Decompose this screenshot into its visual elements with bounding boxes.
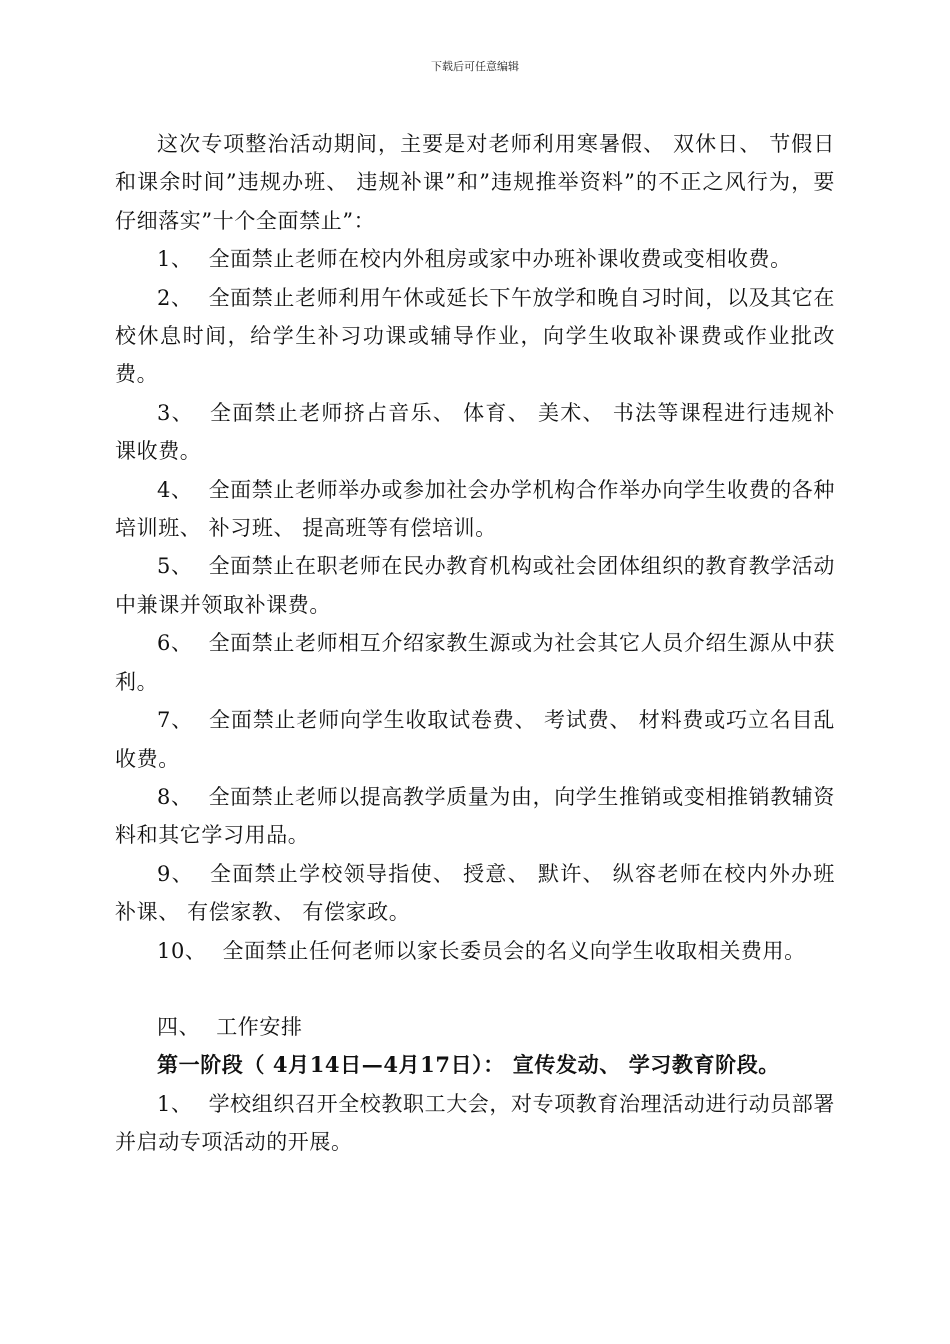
item-text: 全面禁止老师相互介绍家教生源或为社会其它人员介绍生源从中获利。 (115, 631, 836, 694)
item-number: 4、 (157, 477, 193, 502)
item-text: 全面禁止任何老师以家长委员会的名义向学生收取相关费用。 (222, 938, 806, 963)
page-header: 下载后可任意编辑 (431, 60, 519, 73)
prohibition-item (115, 624, 835, 701)
document-body (115, 125, 835, 1162)
item-number: 9、 (157, 861, 194, 886)
intro-paragraph: 这次专项整治活动期间，主要是对老师利用寒暑假、 双休日、 节假日和课余时间”违规办班、 违规补课”和”违规推举资料”的不正之风行为，要仔细落实”十个全面禁止”： (115, 132, 835, 233)
item-text: 全面禁止在职老师在民办教育机构或社会团体组织的教育教学活动中兼课并领取补课费。 (115, 554, 836, 617)
section-heading (115, 1008, 835, 1046)
item-text: 学校组织召开全校教职工大会，对专项教育治理活动进行动员部署并启动专项活动的开展。 (115, 1091, 836, 1155)
item-number: 10、 (157, 938, 207, 963)
item-number: 8、 (157, 784, 193, 809)
prohibition-item (115, 855, 835, 932)
phase-heading: 第一阶段（ 4月14日—4月17日）： 宣传发动、 学习教育阶段。 (157, 1052, 780, 1078)
prohibition-item (115, 547, 835, 624)
item-number: 5、 (157, 554, 193, 579)
item-number: 1、 (157, 1091, 193, 1116)
prohibition-item (115, 932, 835, 970)
prohibition-item (115, 240, 835, 278)
prohibition-item (115, 279, 835, 394)
item-number: 3、 (157, 400, 194, 425)
item-text: 全面禁止学校领导指使、 授意、 默许、 纵容老师在校内外办班补课、 有偿家教、 有偿家政。 (115, 861, 836, 925)
item-text: 全面禁止老师挤占音乐、 体育、 美术、 书法等课程进行违规补课收费。 (115, 400, 836, 464)
prohibition-item (115, 394, 835, 471)
prohibition-item (115, 778, 835, 855)
section-number: 四、 (157, 1014, 201, 1039)
section-spacer (115, 970, 835, 1008)
phase-item (115, 1085, 835, 1162)
item-number: 6、 (157, 631, 193, 656)
item-number: 1、 (157, 247, 193, 272)
item-number: 2、 (157, 285, 193, 310)
item-text: 全面禁止老师举办或参加社会办学机构合作举办向学生收费的各种培训班、 补习班、 提高班等有偿培训。 (115, 477, 836, 541)
item-text: 全面禁止老师在校内外租房或家中办班补课收费或变相收费。 (208, 247, 792, 272)
item-text: 全面禁止老师利用午休或延长下午放学和晚自习时间，以及其它在校休息时间，给学生补习功课或辅导作业，向学生收取补课费或作业批改费。 (115, 285, 836, 387)
prohibition-item (115, 701, 835, 778)
item-number: 7、 (157, 708, 194, 733)
item-text: 全面禁止老师以提高教学质量为由，向学生推销或变相推销教辅资料和其它学习用品。 (115, 784, 836, 848)
item-text: 全面禁止老师向学生收取试卷费、 考试费、 材料费或巧立名目乱收费。 (115, 708, 836, 771)
section-title: 工作安排 (216, 1014, 303, 1039)
prohibition-item (115, 471, 835, 548)
